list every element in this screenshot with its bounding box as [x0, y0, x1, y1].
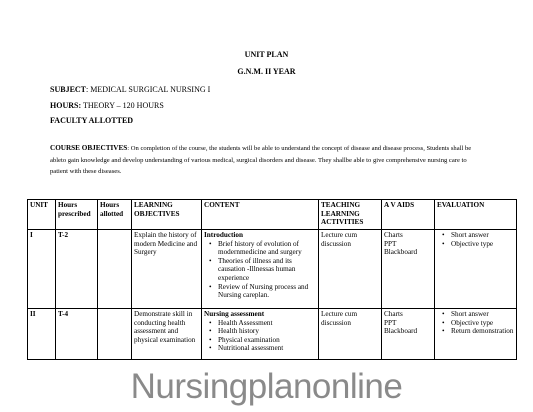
table-row [28, 309, 517, 360]
evaluation-cell [435, 309, 517, 360]
evaluation-cell [435, 230, 517, 309]
hours-allotted-cell [98, 230, 132, 309]
evaluation-list [437, 231, 514, 248]
list-item: • Physical examination [218, 336, 316, 345]
content-heading: Introduction [204, 231, 244, 239]
hours-value: THEORY – 120 HOURS [81, 101, 164, 110]
table-header-row [28, 200, 517, 230]
list-item: • Return demonstration [451, 327, 514, 336]
list-item: • Short answer [451, 231, 514, 240]
hours-line [50, 101, 164, 110]
header-hours-prescribed: Hours prescribed [56, 200, 98, 230]
unit-cell: I [28, 230, 56, 309]
table-row [28, 230, 517, 309]
list-item: • Review of Nursing process and Nursing careplan. [218, 283, 316, 300]
content-cell [202, 309, 319, 360]
av-aid-item: Blackboard [384, 248, 418, 257]
list-item: • Short answer [451, 310, 514, 319]
unit-cell: II [28, 309, 56, 360]
av-aid-item: Charts [384, 310, 403, 318]
subject-value: : MEDICAL SURGICAL NURSING I [86, 85, 211, 94]
header-content: CONTENT [202, 200, 319, 230]
list-item: • Health Assessment [218, 319, 316, 328]
faculty-allotted-label: FACULTY ALLOTTED [50, 116, 134, 125]
list-item: • Nutritional assessment [218, 344, 316, 353]
document-title: UNIT PLAN [244, 50, 289, 59]
content-list [204, 319, 316, 353]
course-objectives [50, 143, 480, 178]
av-aid-item: PPT [384, 239, 397, 248]
av-aid-item: PPT [384, 318, 397, 327]
av-aid-item: Charts [384, 231, 403, 239]
av-aids-cell [382, 309, 435, 360]
unit-plan-table [27, 199, 517, 360]
hours-prescribed-cell: T-2 [56, 230, 98, 309]
watermark-text: Nursingplanonline [130, 367, 403, 406]
list-item: • Theories of illness and its causation -Illnessas human experience [218, 257, 316, 283]
course-objectives-label: COURSE OBJECTIVES [50, 144, 128, 152]
content-cell [202, 230, 319, 309]
hours-prescribed-cell: T-4 [56, 309, 98, 360]
subject-label: SUBJECT [50, 85, 87, 94]
av-aid-item: Blackboard [384, 327, 418, 336]
content-list [204, 240, 316, 300]
list-item: • Objective type [451, 319, 514, 328]
list-item: • Brief history of evolution of modernmedicine and surgery [218, 240, 316, 257]
hours-allotted-cell [98, 309, 132, 360]
learning-objectives-cell: Explain the history of modern Medicine and Surgery [132, 230, 202, 309]
header-learning-objectives: LEARNING OBJECTIVES [132, 200, 202, 230]
header-teaching-activities: TEACHING LEARNING ACTIVITIES [319, 200, 382, 230]
evaluation-list [437, 310, 514, 336]
hours-label: HOURS: [50, 101, 82, 110]
list-item: • Health history [218, 327, 316, 336]
teaching-cell: Lecture cum discussion [319, 230, 382, 309]
header-hours-allotted: Hours allotted [98, 200, 132, 230]
subject-line [50, 85, 210, 94]
teaching-cell: Lecture cum discussion [319, 309, 382, 360]
learning-objectives-cell: Demonstrate skill in conducting health assessment and physical examination [132, 309, 202, 360]
header-av-aids: A V AIDS [382, 200, 435, 230]
document-subtitle: G.N.M. II YEAR [237, 67, 296, 76]
av-aids-cell [382, 230, 435, 309]
list-item: • Objective type [451, 240, 514, 249]
course-objectives-text: : On completion of the course, the students will be able to understand the concept of disease and disease process, Students shall be ableto gain knowledge and develop understanding of various medical, surgical disorders and disease. They shallbe able to give comprehensive nursing care to patient with these diseases. [50, 145, 472, 175]
content-heading: Nursing assessment [204, 310, 265, 318]
header-unit: UNIT [28, 200, 56, 230]
header-evaluation: EVALUATION [435, 200, 517, 230]
